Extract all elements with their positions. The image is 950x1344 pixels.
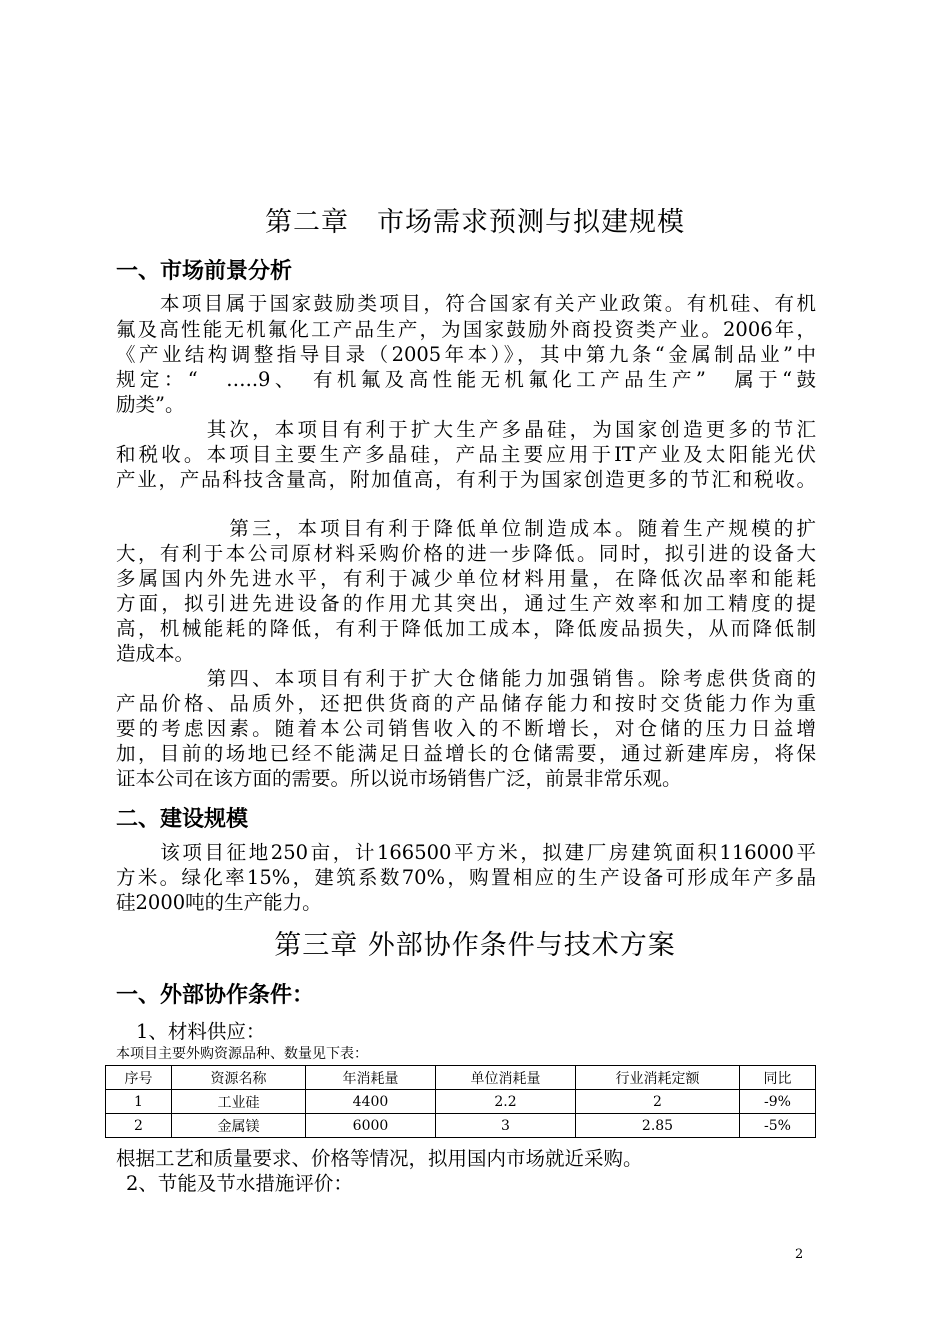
cell: 4400 [306, 1090, 436, 1114]
paragraph-line: 该项目征地250亩，计166500平方米，拟建厂房建筑面积116000平 [116, 841, 816, 864]
cell: 1 [106, 1090, 172, 1114]
after-table-text: 根据工艺和质量要求、价格等情况，拟用国内市场就近采购。 [116, 1147, 643, 1170]
table-header-row [106, 1066, 816, 1090]
subsection-material-supply: 1、材料供应： [136, 1020, 266, 1043]
chapter-3-title: 第三章 外部协作条件与技术方案 [274, 930, 676, 961]
paragraph-line: 硅2000吨的生产能力。 [116, 891, 322, 914]
paragraph-line: 《产业结构调整指导目录（2005年本）》，其中第九条“金属制品业”中 [116, 343, 816, 366]
paragraph-line: 造成本。 [116, 642, 195, 665]
table-row [106, 1090, 816, 1114]
paragraph-line: 产业，产品科技含量高，附加值高，有利于为国家创造更多的节汇和税收。 [116, 468, 816, 491]
paragraph-line: 多属国内外先进水平，有利于减少单位材料用量，在降低次品率和能耗 [116, 567, 816, 590]
paragraph-line: 氟及高性能无机氟化工产品生产，为国家鼓励外商投资类产业。2006年， [116, 318, 816, 341]
cell: 3 [436, 1114, 576, 1138]
section-market-outlook-heading: 一、市场前景分析 [116, 259, 293, 284]
resource-table [105, 1065, 816, 1138]
cell: -5% [740, 1114, 816, 1138]
cell: 2.85 [576, 1114, 740, 1138]
paragraph-line: 高，机械能耗的降低，有利于降低加工成本，降低废品损失，从而降低制 [116, 617, 816, 640]
paragraph-line: 大，有利于本公司原材料采购价格的进一步降低。同时，拟引进的设备大 [116, 542, 816, 565]
paragraph-line: 证本公司在该方面的需要。所以说市场销售广泛，前景非常乐观。 [116, 767, 682, 790]
blank-line [116, 493, 816, 519]
section-construction-scale-heading: 二、建设规模 [116, 807, 249, 832]
paragraph-line: 要的考虑因素。随着本公司销售收入的不断增长，对仓储的压力日益增 [116, 717, 816, 740]
cell: 2.2 [436, 1090, 576, 1114]
header-yoy: 同比 [740, 1066, 816, 1090]
paragraph-line: 励类”。 [116, 393, 185, 416]
paragraph-line: 规定：“ …..9、 有机氟及高性能无机氟化工产品生产” 属于“鼓 [116, 368, 816, 391]
paragraph-line: 本项目属于国家鼓励类项目，符合国家有关产业政策。有机硅、有机 [116, 292, 816, 315]
paragraph-line: 方面，拟引进先进设备的作用尤其突出，通过生产效率和加工精度的提 [116, 592, 816, 615]
paragraph-line: 第三，本项目有利于降低单位制造成本。随着生产规模的扩 [116, 517, 816, 540]
cell: 6000 [306, 1114, 436, 1138]
header-unit-consumption: 单位消耗量 [436, 1066, 576, 1090]
section-external-cooperation-heading: 一、外部协作条件： [116, 983, 315, 1008]
cell: 2 [576, 1090, 740, 1114]
paragraph-line: 产品价格、品质外，还把供货商的产品储存能力和按时交货能力作为重 [116, 692, 816, 715]
header-index: 序号 [106, 1066, 172, 1090]
paragraph-line: 方米。绿化率15%，建筑系数70%，购置相应的生产设备可形成年产多晶 [116, 866, 816, 889]
table-caption: 本项目主要外购资源品种、数量见下表： [116, 1046, 368, 1062]
header-industry-quota: 行业消耗定额 [576, 1066, 740, 1090]
header-annual-consumption: 年消耗量 [306, 1066, 436, 1090]
header-resource-name: 资源名称 [172, 1066, 306, 1090]
chapter-2-title: 第二章 市场需求预测与拟建规模 [265, 207, 685, 238]
paragraph-line: 其次，本项目有利于扩大生产多晶硅，为国家创造更多的节汇 [116, 418, 816, 441]
page-number: 2 [795, 1247, 804, 1262]
cell: 2 [106, 1114, 172, 1138]
paragraph-line: 加，目前的场地已经不能满足日益增长的仓储需要，通过新建库房，将保 [116, 742, 816, 765]
cell: 工业硅 [172, 1090, 306, 1114]
subsection-energy-water-saving: 2、节能及节水措施评价： [126, 1172, 353, 1195]
paragraph-line: 第四、本项目有利于扩大仓储能力加强销售。除考虑供货商的 [116, 667, 816, 690]
cell: -9% [740, 1090, 816, 1114]
paragraph-line: 和税收。本项目主要生产多晶硅，产品主要应用于IT产业及太阳能光伏 [116, 443, 816, 466]
table-row [106, 1114, 816, 1138]
cell: 金属镁 [172, 1114, 306, 1138]
